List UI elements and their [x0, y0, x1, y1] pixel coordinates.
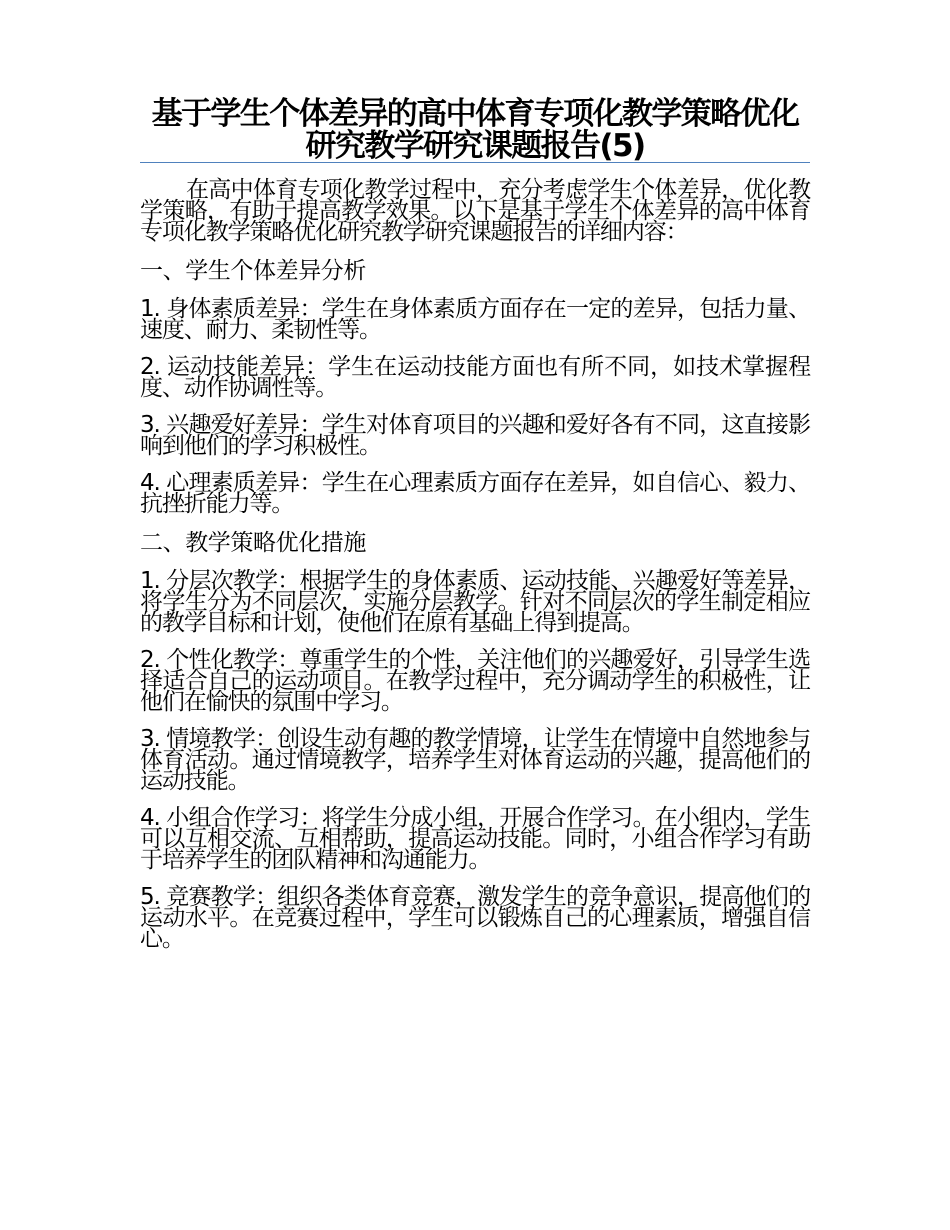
section-heading-strategies: 二、教学策略优化措施 — [140, 530, 367, 556]
title-underline — [140, 162, 810, 163]
title-block — [140, 98, 810, 162]
document-body — [140, 177, 810, 966]
list-item: 2. 运动技能差异：学生在运动技能方面也有所不同，如技术掌握程度、动作协调性等。 — [140, 354, 810, 401]
list-item: 3. 兴趣爱好差异：学生对体育项目的兴趣和爱好各有不同，这直接影响到他们的学习积极性。 — [140, 412, 810, 459]
list-item: 4. 心理素质差异：学生在心理素质方面存在差异，如自信心、毅力、抗挫折能力等。 — [140, 470, 810, 517]
list-item: 2. 个性化教学：尊重学生的个性，关注他们的兴趣爱好，引导学生选择适合自己的运动项目。在教学过程中，充分调动学生的积极性，让他们在愉快的氛围中学习。 — [140, 647, 810, 715]
list-item: 1. 身体素质差异：学生在身体素质方面存在一定的差异，包括力量、速度、耐力、柔韧性等。 — [140, 296, 810, 343]
list-item: 4. 小组合作学习：将学生分成小组，开展合作学习。在小组内，学生可以互相交流、互相帮助，提高运动技能。同时，小组合作学习有助于培养学生的团队精神和沟通能力。 — [140, 805, 810, 873]
list-item: 3. 情境教学：创设生动有趣的教学情境，让学生在情境中自然地参与体育活动。通过情境教学，培养学生对体育运动的兴趣，提高他们的运动技能。 — [140, 726, 810, 794]
section-heading-differences: 一、学生个体差异分析 — [140, 258, 367, 284]
list-item: 5. 竞赛教学：组织各类体育竞赛，激发学生的竞争意识，提高他们的运动水平。在竞赛过程中，学生可以锻炼自己的心理素质，增强自信心。 — [140, 884, 810, 952]
list-item: 1. 分层次教学：根据学生的身体素质、运动技能、兴趣爱好等差异，将学生分为不同层次，实施分层教学。针对不同层次的学生制定相应的教学目标和计划，使他们在原有基础上得到提高。 — [140, 568, 810, 636]
intro-paragraph: 在高中体育专项化教学过程中，充分考虑学生个体差异，优化教学策略，有助于提高教学效果。以下是基于学生个体差异的高中体育专项化教学策略优化研究教学研究课题报告的详细内容： — [140, 177, 810, 245]
document-title: 基于学生个体差异的高中体育专项化教学策略优化研究教学研究课题报告(5) — [151, 96, 799, 164]
